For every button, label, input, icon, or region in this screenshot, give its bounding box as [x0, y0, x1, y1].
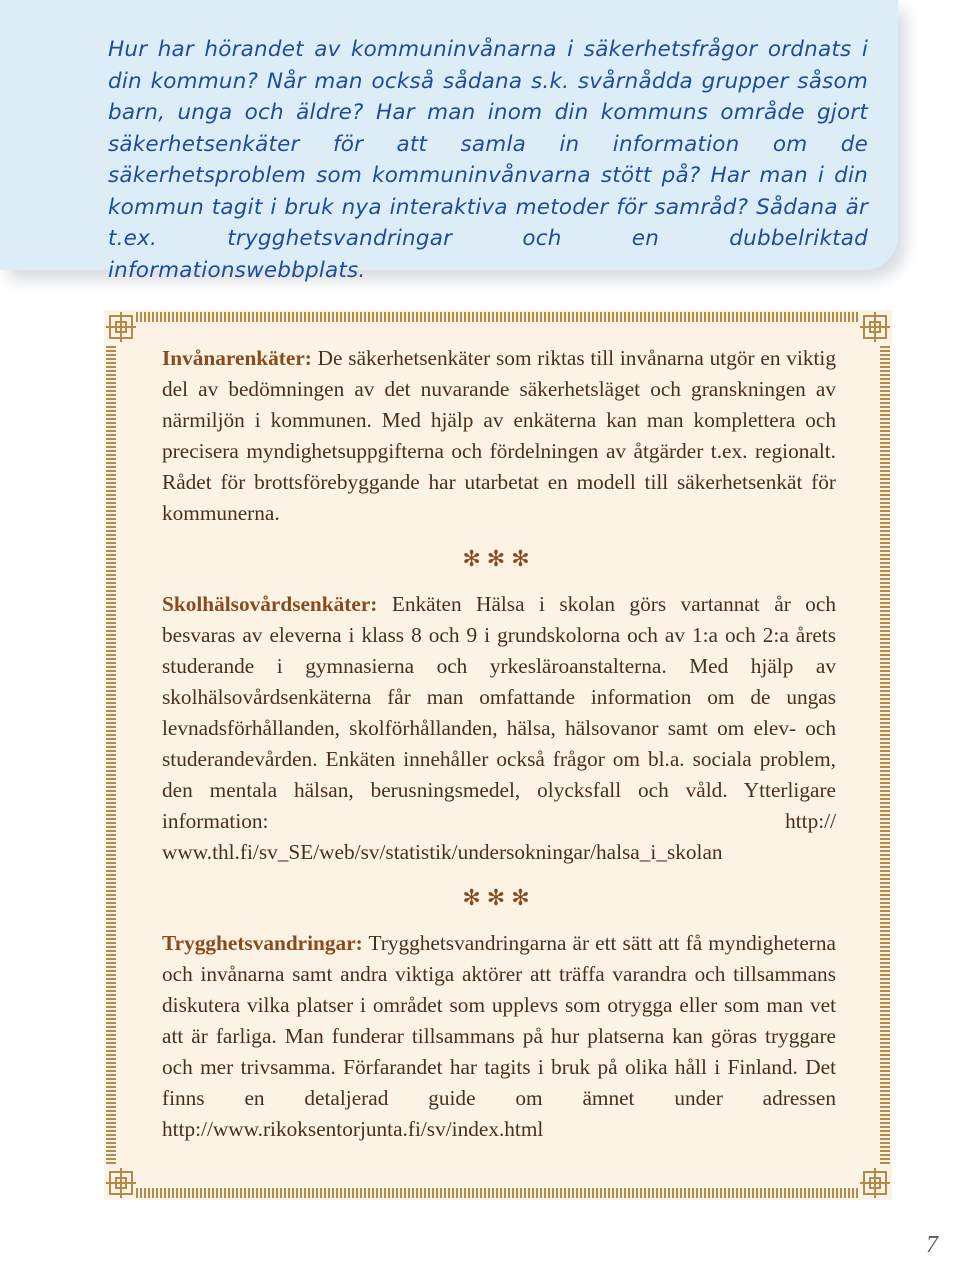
corner-ornament-top-right: [860, 312, 890, 342]
intro-callout: [0, 0, 898, 283]
section-heading: Trygghetsvandringar:: [162, 931, 363, 955]
corner-ornament-top-left: [106, 312, 136, 342]
section-heading: Invånarenkäter:: [162, 346, 312, 370]
section-heading: Skolhälsovårdsenkäter:: [162, 592, 378, 616]
separator-stars: ✻✻✻: [462, 546, 536, 571]
section-body: De säkerhetsenkäter som riktas till invånarna utgör en viktig del av bedömningen av det nuvarande säkerhetsläget och granskningen av närmiljön i kommunen. Med hjälp av enkäterna kan man komplettera och precisera myndighetsuppgifterna och fördelningen av åtgärder t.ex. regionalt. Rådet för brottsförebyggande har utarbetat en modell till säkerhetsenkät för kommunerna.: [162, 346, 836, 525]
section-residents-survey: [162, 343, 836, 529]
intro-text: Hur har hörandet av kommuninvånarna i säkerhetsfrågor ordnats i din kommun? Når man också sådana s.k. svårnådda grupper såsom barn, unga och äldre? Har man inom din kommuns område gjort säkerhetsenkäter för att samla in information om de säkerhetsproblem som kommuninvånvarna stött på? Har man i din kommun tagit i bruk nya interaktiva metoder för samråd? Sådana är t.ex. trygghetsvandringar och en dubbelriktad informationswebbplats.: [108, 37, 868, 283]
page-number: 7: [926, 1232, 938, 1258]
info-content: [162, 343, 836, 1145]
section-body: Enkäten Hälsa i skolan görs vartannat år och besvaras av eleverna i klass 8 och 9 i grundskolorna och av 1:a och 2:a årets studerande i gymnasierna och yrkesläroanstalterna. Med hjälp av skolhälsovårdsenkäterna får man omfattande information om de ungas levnadsförhållanden, skolförhållanden, hälsa, hälsovanor samt om elev- och studerandevården. Enkäten innehåller också frågor om bl.a. sociala problem, den mentala hälsan, berusningsmedel, olycksfall och våld. Ytterligare information: http:// www.thl.fi/sv_SE/web/sv/statistik/undersokningar/halsa_i_skolan: [162, 592, 836, 864]
corner-ornament-bottom-right: [860, 1168, 890, 1198]
corner-ornament-bottom-left: [106, 1168, 136, 1198]
separator-stars: ✻✻✻: [462, 885, 536, 910]
section-school-health-survey: [162, 589, 836, 868]
section-body: Trygghetsvandringarna är ett sätt att få myndigheterna och invånarna samt andra viktiga aktörer att träffa varandra och tillsammans diskutera vilka platser i området som upplevs som otrygga eller som man vet att är farliga. Man funderar tillsammans på hur platserna kan göras tryggare och mer trivsamma. Förfarandet har tagits i bruk på olika håll i Finland. Det finns en detaljerad guide om ämnet under adressen http://www.rikoksentorjunta.fi/sv/index.html: [162, 931, 836, 1141]
section-safety-walks: [162, 928, 836, 1145]
